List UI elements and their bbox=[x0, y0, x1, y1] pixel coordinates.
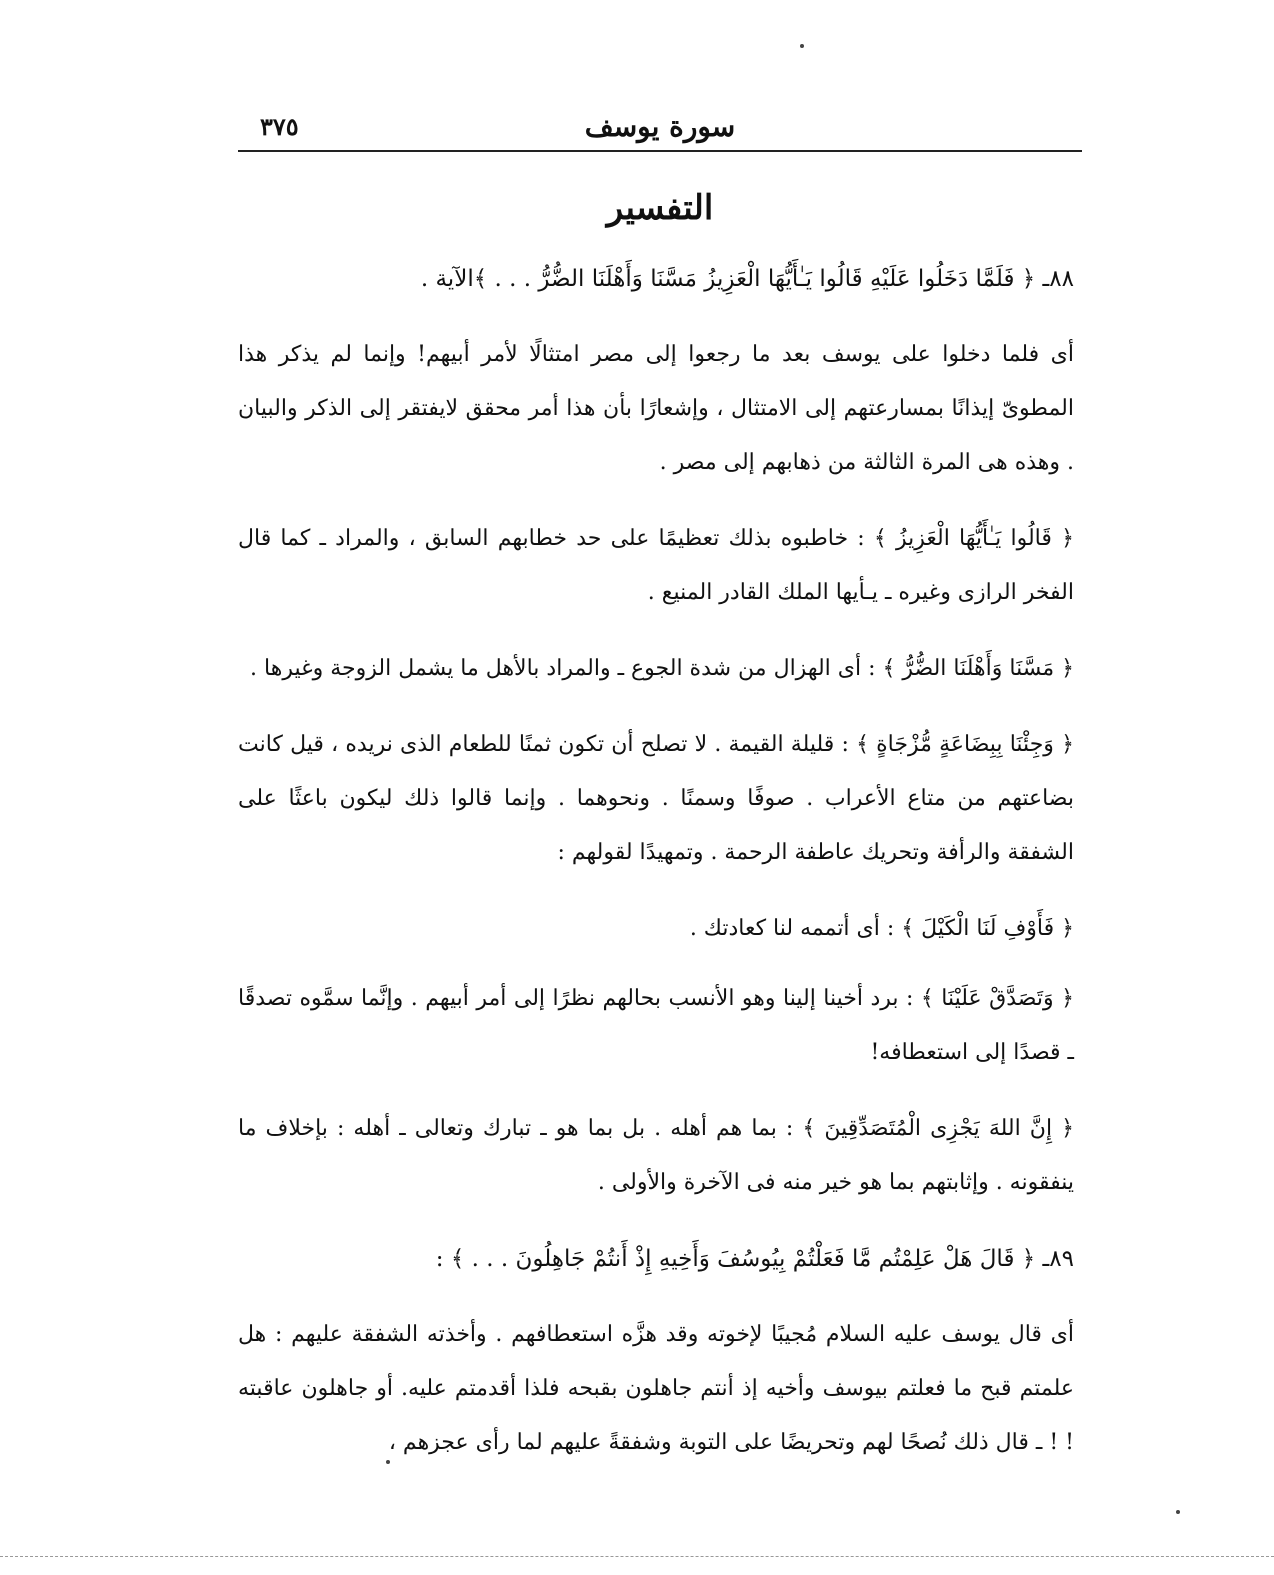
paragraph: ﴿ مَسَّنَا وَأَهْلَنَا الضُّرُّ ﴾ : أى الهزال من شدة الجوع ـ والمراد بالأهل ما يشمل الزوجة وغيرها . bbox=[250, 656, 1074, 681]
paragraph: ﴿ وَتَصَدَّقْ عَلَيْنَا ﴾ : برد أخينا إلينا وهو الأنسب بحالهم نظرًا إلى أمر أبيهم . وإنَّما سمَّوه تصدقًا ـ قصدًا إلى استعطافه! bbox=[238, 986, 1074, 1065]
paragraph: أى قال يوسف عليه السلام مُجيبًا لإخوته وقد هزَّه استعطافهم . وأخذته الشفقة عليهم : هل علمتم قبح ما فعلتم بيوسف وأخيه إذ أنتم جاهلون بقبحه فلذا أقدمتم عليه. أو جاهلون عاقبته ! ! ـ قال ذلك نُصحًا لهم وتحريضًا على التوبة وشفقةً عليهم لما رأى عجزهم ، bbox=[238, 1322, 1074, 1455]
verse-89-heading: ٨٩ـ ﴿ قَالَ هَلْ عَلِمْتُم مَّا فَعَلْتُمْ بِيُوسُفَ وَأَخِيهِ إِذْ أَنتُمْ جَاهِلُونَ . . . ﴾ : bbox=[435, 1246, 1074, 1272]
header-rule bbox=[238, 150, 1082, 152]
scan-speck bbox=[386, 1460, 390, 1464]
scan-edge-line bbox=[0, 1556, 1274, 1557]
body-text bbox=[238, 252, 1074, 1492]
paragraph: أى فلما دخلوا على يوسف بعد ما رجعوا إلى مصر امتثالًا لأمر أبيهم! وإنما لم يذكر هذا المطوىّ إيذانًا بمسارعتهم إلى الامتثال ، وإشعارًا بأن هذا أمر محقق لايفتقر إلى الذكر والبيان . وهذه هى المرة الثالثة من ذهابهم إلى مصر . bbox=[238, 342, 1074, 475]
verse-88-heading: ٨٨ـ ﴿ فَلَمَّا دَخَلُوا عَلَيْهِ قَالُوا يَـٰأَيُّهَا الْعَزِيزُ مَسَّنَا وَأَهْلَنَا الضُّرُّ . . . ﴾الآية . bbox=[420, 266, 1074, 292]
paragraph: ﴿ إِنَّ اللهَ يَجْزِى الْمُتَصَدِّقِينَ ﴾ : بما هم أهله . بل بما هو ـ تبارك وتعالى ـ أهله : بإخلاف ما ينفقونه . وإثابتهم بما هو خير منه فى الآخرة والأولى . bbox=[238, 1116, 1074, 1195]
running-title: سورة يوسف bbox=[584, 110, 736, 143]
page-header bbox=[238, 108, 1082, 148]
scan-speck bbox=[800, 44, 804, 48]
paragraph: ﴿ فَأَوْفِ لَنَا الْكَيْلَ ﴾ : أى أتممه لنا كعادتك . bbox=[689, 916, 1074, 941]
paragraph: ﴿ قَالُوا يَـٰأَيُّهَا الْعَزِيزُ ﴾ : خاطبوه بذلك تعظيمًا على حد خطابهم السابق ، والمراد ـ كما قال الفخر الرازى وغيره ـ يـأيها الملك القادر المنيع . bbox=[238, 526, 1074, 605]
scan-speck bbox=[1176, 1510, 1180, 1514]
section-title: التفسير bbox=[606, 188, 714, 228]
paragraph: ﴿ وَجِئْنَا بِبِضَاعَةٍ مُّزْجَاةٍ ﴾ : قليلة القيمة . لا تصلح أن تكون ثمنًا للطعام الذى نريده ، قيل كانت بضاعتهم من متاع الأعراب . صوفًا وسمنًا . ونحوهما . وإنما قالوا ذلك ليكون باعثًا على الشفقة والرأفة وتحريك عاطفة الرحمة . وتمهيدًا لقولهم : bbox=[238, 732, 1074, 865]
page-number: ٣٧٥ bbox=[260, 112, 299, 141]
